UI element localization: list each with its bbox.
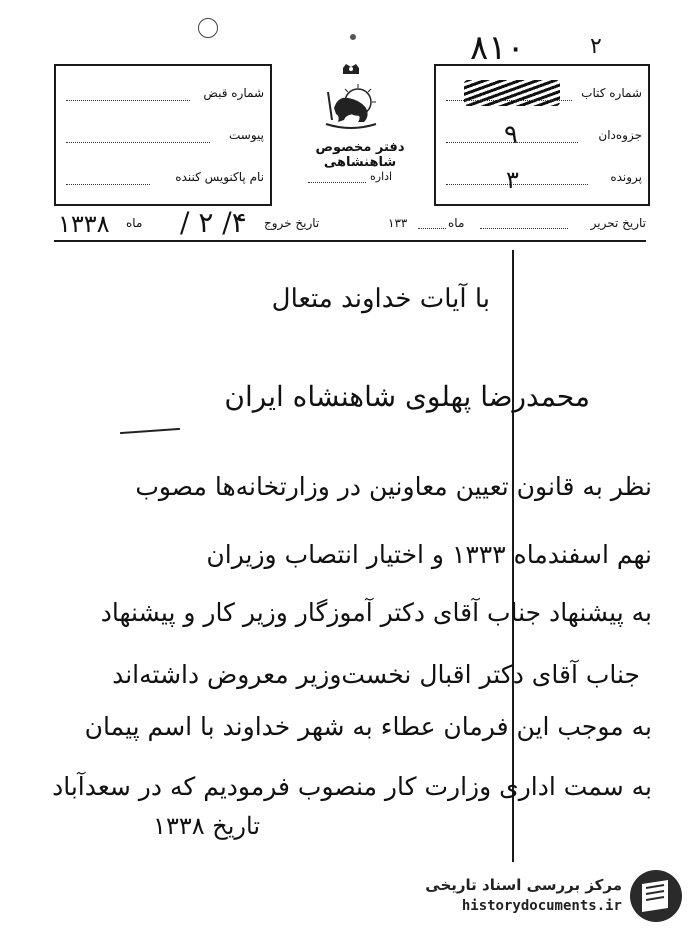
header-rule — [54, 240, 646, 242]
folder-value: ۹ — [504, 120, 518, 150]
exit-year: ۱۳۳۸ — [58, 210, 110, 238]
exit-day-value: ۴/ ۲ / — [180, 206, 247, 239]
receipt-number-line — [66, 100, 190, 101]
office-sub-line — [308, 182, 366, 183]
letter-sender: محمدرضا پهلوی شاهنشاه ایران — [224, 380, 590, 413]
punch-dot — [350, 34, 356, 40]
body-date: تاریخ ۱۳۳۸ — [153, 812, 260, 840]
office-title: دفتر مخصوص شاهنشاهی — [315, 140, 405, 170]
sender-underline — [120, 428, 180, 434]
exit-date-label: تاریخ خروج — [264, 216, 320, 230]
write-month-label: ماه — [448, 216, 465, 230]
letter-invocation: با آیات خداوند متعال — [271, 284, 490, 314]
attachment-label: پیوست — [229, 128, 264, 142]
file-line — [446, 184, 588, 185]
body-line-4: جناب آقای دکتر اقبال نخست‌وزیر معروض داشته‌اند — [112, 660, 640, 689]
copyist-name-line — [66, 184, 150, 185]
folder-label: جزوه‌دان — [598, 128, 642, 142]
book-number-line — [446, 100, 572, 101]
copyist-name-label: نام پاکنویس کننده — [175, 170, 264, 184]
write-month-line — [418, 228, 446, 229]
exit-month-label: ماه — [126, 216, 143, 230]
body-line-6: به سمت اداری وزارت کار منصوب فرمودیم که در سعدآباد — [52, 772, 652, 801]
write-date-label: تاریخ تحریر — [590, 216, 646, 230]
body-line-1: نظر به قانون تعیین معاونین در وزارتخانه‌ها مصوب — [135, 472, 652, 501]
top-number: ۸۱۰ — [470, 28, 525, 68]
receipt-number-label: شماره قبض — [203, 86, 264, 100]
history-documents-logo-icon — [628, 868, 684, 924]
write-date-line — [480, 228, 568, 229]
book-number-label: شماره کتاب — [581, 86, 642, 100]
folder-line — [446, 142, 578, 143]
body-line-5: به موجب این فرمان عطاء به شهر خداوند با اسم پیمان — [84, 712, 652, 741]
watermark-title: مرکز بررسی اسناد تاریخی — [425, 876, 622, 894]
left-form-box — [54, 64, 272, 206]
book-number-scribble — [464, 80, 560, 106]
file-value: ۳ — [506, 166, 519, 194]
file-label: پرونده — [610, 170, 642, 184]
body-line-2: نهم اسفندماه ۱۳۳۳ و اختیار انتصاب وزیران — [206, 540, 652, 569]
office-sub-label: اداره — [370, 170, 393, 183]
lion-and-sun-emblem-icon — [316, 62, 386, 134]
body-line-3: به پیشنهاد جناب آقای دکتر آموزگار وزیر کار و پیشنهاد — [100, 598, 652, 627]
write-year: ۱۳۳ — [388, 216, 408, 230]
stamp-circle-icon — [198, 18, 218, 38]
attachment-line — [66, 142, 210, 143]
right-form-box — [434, 64, 650, 206]
watermark-url: historydocuments.ir — [461, 898, 622, 914]
top-number-small: ۲ — [590, 34, 602, 59]
